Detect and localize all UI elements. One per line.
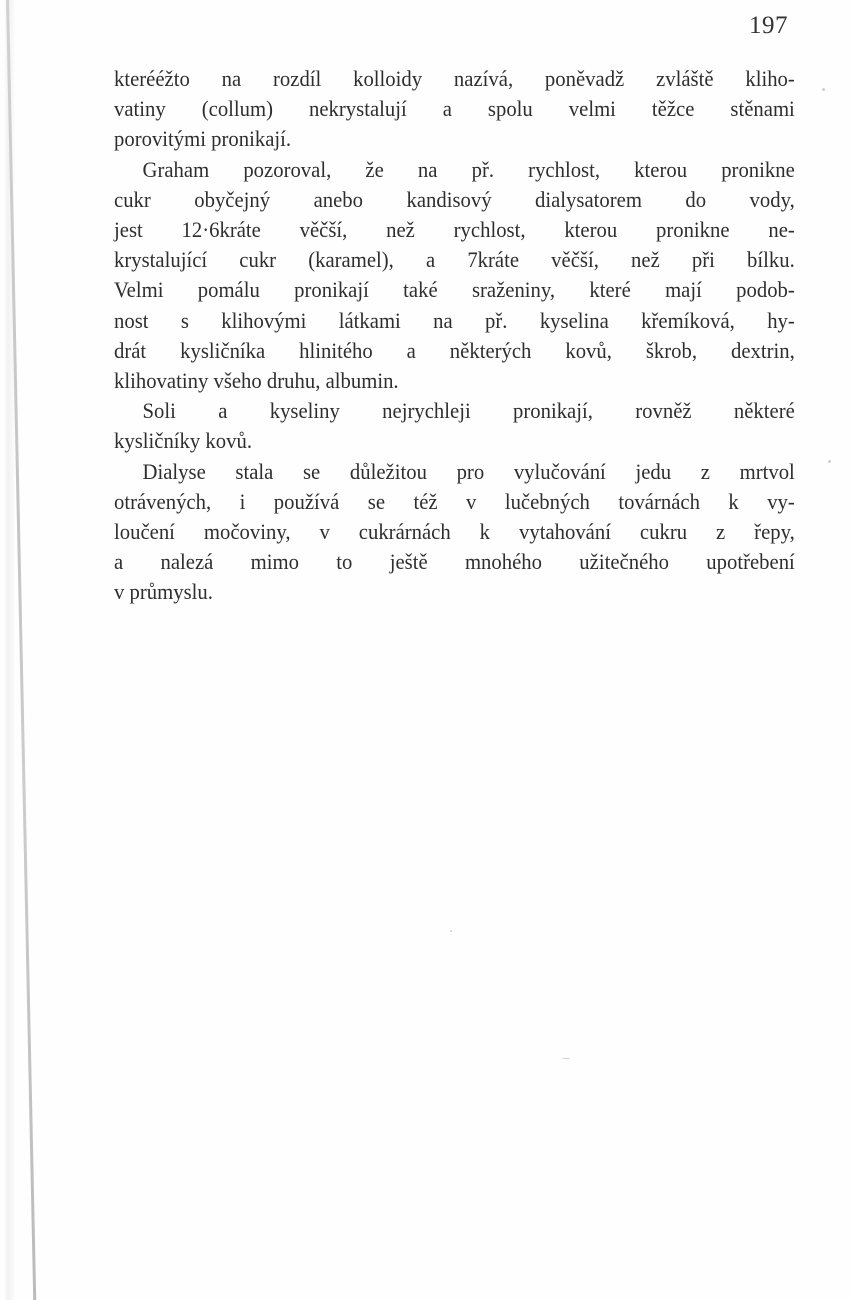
text-line: vatiny (collum) nekrystalují a spolu velmi těžce stěnami bbox=[114, 96, 795, 122]
text-line: klihovatiny všeho druhu, albumin. bbox=[114, 368, 399, 394]
text-line: kysličníky kovů. bbox=[114, 428, 252, 454]
text-line: nost s klihovými látkami na př. kyselina křemíková, hy- bbox=[114, 307, 795, 333]
text-line: Velmi pomálu pronikají také sraženiny, které mají podob- bbox=[114, 277, 795, 303]
text-line: drát kysličníka hlinitého a některých kovů, škrob, dextrin, bbox=[114, 337, 795, 363]
text-line: v průmyslu. bbox=[114, 579, 213, 605]
text-line: kterééžto na rozdíl kolloidy nazívá, poněvadž zvláště kliho- bbox=[114, 66, 795, 91]
text-line: cukr obyčejný anebo kandisový dialysatorem do vody, bbox=[114, 186, 795, 212]
text-line: otrávených, i používá se též v lučebných továrnách k vy- bbox=[114, 488, 795, 514]
body-text bbox=[114, 64, 795, 608]
paper-speck bbox=[828, 460, 831, 463]
text-line: Dialyse stala se důležitou pro vylučování jedu z mrtvol bbox=[142, 458, 795, 484]
text-line: Graham pozoroval, že na př. rychlost, kterou pronikne bbox=[142, 156, 795, 182]
text-line: Soli a kyseliny nejrychleji pronikají, rovněž některé bbox=[142, 398, 795, 424]
text-line: jest 12·6kráte věčší, než rychlost, kterou pronikne ne- bbox=[114, 217, 795, 243]
paper-speck bbox=[450, 930, 452, 932]
page-number: 197 bbox=[749, 12, 788, 39]
text-line: a nalezá mimo to ještě mnohého užitečného upotřebení bbox=[114, 549, 795, 575]
paper-speck bbox=[562, 1058, 570, 1059]
paper-speck bbox=[822, 88, 825, 91]
text-line: loučení močoviny, v cukrárnách k vytahování cukru z řepy, bbox=[114, 519, 795, 545]
text-line: krystalující cukr (karamel), a 7kráte věčší, než při bílku. bbox=[114, 247, 795, 273]
text-line: porovitými pronikají. bbox=[114, 126, 292, 152]
